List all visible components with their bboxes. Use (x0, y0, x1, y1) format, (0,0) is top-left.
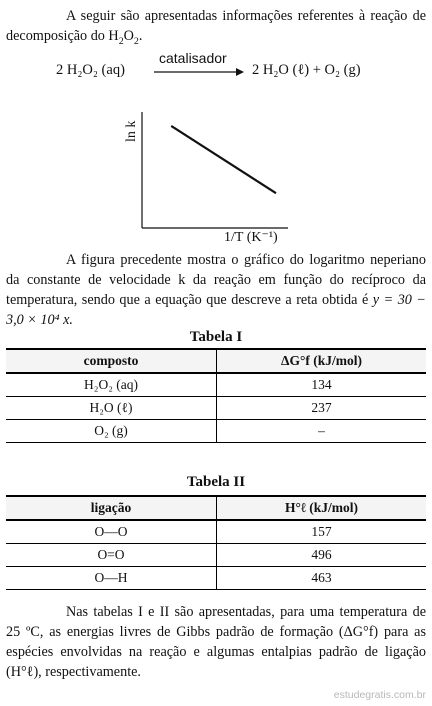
y-axis-label: ln k (124, 120, 139, 142)
figure-description-paragraph: A figura precedente mostra o gráfico do logaritmo neperiano da constante de velocidade k da reação em função do recíproco da temperatura, sendo que a equação que descreve a reta obtida é y = 30 − 3,0 × 10⁴ x. (6, 252, 426, 328)
table1-cell: 134 (311, 377, 332, 392)
reaction-equation (56, 50, 426, 82)
intro-paragraph: A seguir são apresentadas informações referentes à reação de decomposição do $H_2O_2$. (6, 8, 426, 47)
table1-header-dg: ΔG°f (kJ/mol) (281, 353, 362, 368)
reaction-arrow-icon (154, 67, 244, 77)
table2-header-h: H°ℓ (kJ/mol) (284, 500, 359, 515)
tables-description-paragraph: Nas tabelas I e II são apresentadas, para uma temperatura de 25 ºC, as energias livres de Gibbs padrão de formação (ΔG°f) para as espécies envolvidas na reação e algumas entalpias padrão de ligação (H°ℓ), respectivamente. (6, 604, 426, 680)
catalyst-label: catalisador (159, 50, 227, 66)
table1 (6, 348, 426, 443)
data-line (171, 126, 276, 193)
table-row (6, 373, 426, 397)
table1-cell: 237 (311, 400, 332, 415)
table1-cell: H₂O₂ (aq) (6, 373, 217, 397)
x-axis-label: 1/T (K⁻¹) (224, 230, 278, 245)
table-row (6, 520, 426, 544)
table1-cell: H₂O (ℓ) (6, 397, 217, 420)
lnk-vs-inverse-t-chart (140, 110, 290, 230)
line-equation: y = 30 − 3,0 × 10⁴ x. (6, 292, 426, 328)
table1-title: Tabela I (189, 329, 243, 345)
table2-cell: O=O (6, 544, 217, 567)
table2-cell: 496 (311, 547, 332, 562)
table2-title: Tabela II (186, 474, 246, 490)
table1-header-composto: composto (6, 349, 217, 373)
reaction-reactant: 2 H₂O₂ (aq) (56, 62, 125, 78)
table1-cell: O₂ (g) (6, 420, 217, 443)
table-row (6, 544, 426, 567)
table1-header-row (6, 349, 426, 373)
reaction-products: 2 H₂O (ℓ) + O₂ (g) (252, 62, 361, 78)
table2-cell: O—O (6, 520, 217, 544)
table1-cell: – (318, 423, 325, 438)
table2-cell: O—H (6, 567, 217, 590)
table2-cell: 463 (311, 570, 332, 585)
table2 (6, 495, 426, 590)
table2-header-ligacao: ligação (6, 496, 217, 520)
table2-cell: 157 (311, 524, 332, 539)
watermark: estudegratis.com.br (333, 689, 426, 701)
table2-header-row (6, 496, 426, 520)
table-row (6, 420, 426, 443)
table-row (6, 397, 426, 420)
table-row (6, 567, 426, 590)
